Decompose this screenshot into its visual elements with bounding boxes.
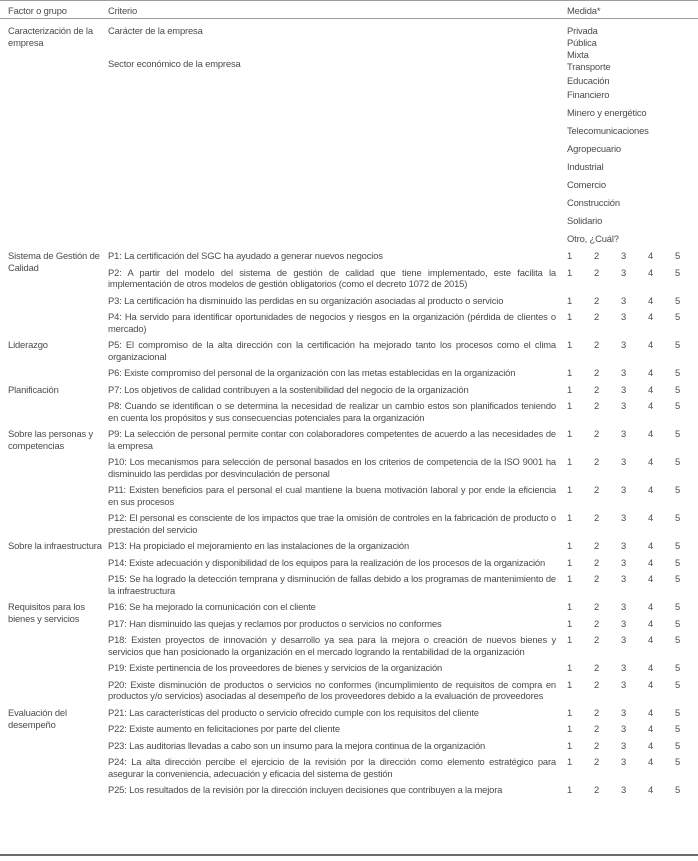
- criterio-text: P19: Existe pertinencia de los proveedores de bienes y servicios de la organización: [108, 662, 443, 673]
- scale-option: 5: [675, 339, 681, 350]
- likert-scale: [565, 512, 698, 535]
- scale-option: 1: [567, 573, 573, 584]
- likert-scale: [565, 456, 698, 479]
- scale-option: 4: [648, 540, 654, 551]
- scale-option: 4: [648, 400, 654, 411]
- factor-label: Sobre la infraestructura: [8, 540, 102, 551]
- criterio-text: P13: Ha propiciado el mejoramiento en las instalaciones de la organización: [108, 540, 410, 551]
- scale-option: 1: [567, 456, 573, 467]
- criterio-text: P3: La certificación ha disminuido las perdidas en su organización asociadas al producto o servicio: [108, 294, 504, 306]
- criterio-text: P18: Existen proyectos de innovación y desarrollo ya sea para la mejora o creación de nuevos bienes y servicios que han posicionado la organización en el mercado logrando la rentabilidad de la organización: [108, 634, 556, 657]
- header-criterio: Criterio: [108, 5, 138, 16]
- scale-option: 4: [648, 339, 654, 350]
- scale-option: 2: [594, 678, 600, 690]
- scale-option: 1: [567, 294, 573, 306]
- likert-scale: [565, 679, 698, 702]
- question-row: [108, 339, 698, 362]
- question-row: [108, 723, 698, 735]
- likert-scale: [565, 784, 698, 796]
- scale-option: 1: [567, 383, 573, 395]
- header-medida: Medida*: [567, 5, 601, 16]
- medida-option: Pública: [567, 37, 597, 48]
- criterio-text: P7: Los objetivos de calidad contribuyen a la sostenibilidad del negocio de la organización: [108, 383, 469, 395]
- scale-option: 4: [648, 784, 654, 795]
- scale-option: 2: [594, 428, 600, 439]
- likert-scale: [565, 311, 698, 334]
- scale-option: 1: [567, 400, 573, 411]
- factor-label: Liderazgo: [8, 339, 48, 350]
- question-row: [108, 311, 698, 334]
- scale-option: 3: [621, 662, 627, 673]
- medida-option: Otro, ¿Cuál?: [567, 233, 619, 244]
- question-row: [108, 756, 698, 779]
- scale-option: 4: [648, 556, 654, 568]
- question-row: [108, 707, 698, 719]
- scale-option: 5: [675, 678, 681, 690]
- scale-option: 1: [567, 601, 573, 612]
- scale-option: 5: [675, 294, 681, 306]
- likert-scale: [565, 384, 698, 396]
- criterio-text: P24: La alta dirección percibe el ejercicio de la revisión por la dirección como elemento estratégico para asegurar la conveniencia, adecuación y eficacia del sistema de gestión: [108, 756, 556, 779]
- scale-option: 5: [675, 573, 681, 584]
- factor-label: Sistema de Gestión de Calidad: [8, 250, 100, 273]
- criterio-text: P2: A partir del modelo del sistema de gestión de calidad que tiene implementado, este facilita la implementación de otros modelos de gestión obligatorios (como el decreto 1072 de 2015): [108, 266, 556, 289]
- scale-option: 4: [648, 456, 654, 467]
- header-factor: Factor o grupo: [8, 5, 67, 16]
- table-body: [0, 19, 698, 801]
- factor-label: Requisitos para los bienes y servicios: [8, 601, 85, 624]
- likert-scale: [565, 662, 698, 674]
- scale-option: 3: [621, 428, 627, 439]
- scale-option: 5: [675, 784, 681, 795]
- scale-option: 1: [567, 367, 573, 378]
- scale-option: 4: [648, 484, 654, 495]
- group-items: [108, 540, 698, 601]
- factor-group-row: [0, 428, 698, 540]
- likert-scale: [565, 723, 698, 735]
- scale-option: 4: [648, 756, 654, 767]
- criterio-text: P8: Cuando se identifican o se determina la necesidad de realizar un cambio estos son planificados teniendo en cuenta los propósitos y sus consecuencias potenciales para la organización: [108, 400, 556, 423]
- criterio-text: P17: Han disminuido las quejas y reclamos por productos o servicios no conformes: [108, 617, 442, 629]
- criterio-text: P6: Existe compromiso del personal de la organización con las metas establecidas en la organización: [108, 367, 516, 378]
- scale-option: 4: [648, 367, 654, 378]
- likert-scale: [565, 756, 698, 779]
- scale-option: 4: [648, 617, 654, 629]
- likert-scale: [565, 367, 698, 379]
- scale-option: 3: [621, 311, 627, 322]
- scale-option: 1: [567, 617, 573, 629]
- question-row: [108, 784, 698, 796]
- scale-option: 5: [675, 266, 681, 278]
- scale-option: 1: [567, 784, 573, 795]
- scale-option: 2: [594, 456, 600, 467]
- scale-option: 5: [675, 723, 681, 734]
- medida-option: Solidario: [567, 215, 603, 226]
- likert-scale: [565, 557, 698, 569]
- group-items: [108, 428, 698, 540]
- question-row: [108, 384, 698, 396]
- scale-option: 5: [675, 400, 681, 411]
- scale-option: 3: [621, 540, 627, 551]
- medida-option: Transporte: [567, 61, 611, 72]
- scale-option: 3: [621, 512, 627, 523]
- scale-option: 4: [648, 706, 654, 718]
- scale-option: 1: [567, 339, 573, 350]
- scale-option: 2: [594, 723, 600, 734]
- scale-option: 3: [621, 556, 627, 568]
- scale-option: 2: [594, 662, 600, 673]
- question-row: [108, 557, 698, 569]
- factor-group-row: [0, 384, 698, 429]
- scale-option: 2: [594, 706, 600, 718]
- scale-option: 5: [675, 367, 681, 378]
- scale-option: 3: [621, 706, 627, 718]
- likert-scale: [565, 707, 698, 719]
- question-row: [108, 250, 698, 262]
- scale-option: 3: [621, 383, 627, 395]
- scale-option: 3: [621, 400, 627, 411]
- scale-option: 1: [567, 512, 573, 523]
- scale-option: 4: [648, 383, 654, 395]
- factor-group-row: [0, 601, 698, 707]
- question-row: [108, 540, 698, 552]
- likert-scale: [565, 484, 698, 507]
- criterio-text: P16: Se ha mejorado la comunicación con el cliente: [108, 601, 316, 612]
- scale-option: 1: [567, 428, 573, 439]
- scale-option: 1: [567, 266, 573, 278]
- scale-option: 5: [675, 484, 681, 495]
- criterio-text: P14: Existe adecuación y disponibilidad de los equipos para la realización de los procesos de la organización: [108, 556, 546, 568]
- scale-option: 3: [621, 367, 627, 378]
- criteria-column: [108, 25, 565, 245]
- scale-option: 1: [567, 706, 573, 718]
- scale-option: 5: [675, 739, 681, 751]
- scale-option: 2: [594, 266, 600, 278]
- group-items: [108, 601, 698, 707]
- criterio-text: P20: Existe disminución de productos o servicios no conformes (incumplimiento de requisitos de compra en productos y/o servicios) asociadas al desempeño de los proveedores debido a la evaluación de proveedores: [108, 678, 556, 701]
- scale-option: 4: [648, 634, 654, 645]
- scale-option: 1: [567, 723, 573, 734]
- scale-option: 3: [621, 294, 627, 306]
- criterio-text: P23: Las auditorias llevadas a cabo son un insumo para la mejora continua de la organización: [108, 739, 486, 751]
- scale-option: 1: [567, 311, 573, 322]
- factor-label: Caracterización de la empresa: [8, 25, 93, 48]
- question-row: [108, 601, 698, 613]
- table-bottom-rule: [0, 854, 698, 856]
- scale-option: 5: [675, 311, 681, 322]
- scale-option: 3: [621, 756, 627, 767]
- criterio-text: P10: Los mecanismos para selección de personal basados en los criterios de competencia de la ISO 9001 ha disminuido las perdidas por desvinculación de personal: [108, 456, 556, 479]
- scale-option: 3: [621, 617, 627, 629]
- medida-option: Construcción: [567, 197, 620, 208]
- factor-group-row: [0, 707, 698, 801]
- likert-scale: [565, 295, 698, 307]
- question-row: [108, 618, 698, 630]
- likert-scale: [565, 267, 698, 290]
- scale-option: 2: [594, 634, 600, 645]
- scale-option: 1: [567, 556, 573, 568]
- scale-option: 2: [594, 400, 600, 411]
- scale-option: 2: [594, 739, 600, 751]
- question-row: [108, 573, 698, 596]
- criterio-text: P11: Existen beneficios para el personal el cual mantiene la buena motivación laboral y por ende la eficiencia en sus procesos: [108, 484, 556, 507]
- scale-option: 3: [621, 456, 627, 467]
- likert-scale: [565, 573, 698, 596]
- likert-scale: [565, 618, 698, 630]
- factor-group-row: [0, 540, 698, 601]
- scale-option: 2: [594, 484, 600, 495]
- question-row: [108, 400, 698, 423]
- scale-option: 4: [648, 723, 654, 734]
- scale-option: 2: [594, 294, 600, 306]
- scale-option: 5: [675, 428, 681, 439]
- criterio-text: P12: El personal es consciente de los impactos que trae la omisión de controles en la fabricación de producto o prestación del servicio: [108, 512, 556, 535]
- scale-option: 5: [675, 617, 681, 629]
- scale-option: 3: [621, 784, 627, 795]
- factor-group-row: [0, 25, 698, 250]
- question-row: [108, 456, 698, 479]
- criterio-text: P15: Se ha logrado la detección temprana y disminución de fallas debido a los programas de mantenimiento de la infraestructura: [108, 573, 556, 596]
- scale-option: 1: [567, 250, 573, 261]
- group-items: [108, 707, 698, 801]
- scale-option: 2: [594, 339, 600, 350]
- criterio-text: Carácter de la empresa: [108, 25, 203, 36]
- question-row: [108, 295, 698, 307]
- scale-option: 2: [594, 311, 600, 322]
- scale-option: 1: [567, 739, 573, 751]
- scale-option: 5: [675, 540, 681, 551]
- criterio-text: P25: Los resultados de la revisión por la dirección incluyen decisiones que contribuyen a la mejora: [108, 784, 503, 795]
- medida-option: Telecomunicaciones: [567, 125, 649, 136]
- question-row: [108, 428, 698, 451]
- scale-option: 4: [648, 512, 654, 523]
- scale-option: 4: [648, 311, 654, 322]
- medida-option: Educación: [567, 75, 610, 86]
- question-row: [108, 679, 698, 702]
- scale-option: 3: [621, 484, 627, 495]
- medida-options-list: [565, 25, 698, 245]
- factor-label: Evaluación del desempeño: [8, 706, 67, 730]
- scale-option: 1: [567, 678, 573, 690]
- scale-option: 4: [648, 250, 654, 261]
- factor-label: Planificación: [8, 383, 59, 395]
- scale-option: 4: [648, 678, 654, 690]
- scale-option: 4: [648, 739, 654, 751]
- scale-option: 5: [675, 512, 681, 523]
- factor-group-row: [0, 339, 698, 384]
- likert-scale: [565, 740, 698, 752]
- scale-option: 3: [621, 573, 627, 584]
- scale-option: 2: [594, 556, 600, 568]
- question-row: [108, 740, 698, 752]
- criterio-text: P9: La selección de personal permite contar con colaboradores competentes de acuerdo a las necesidades de la empresa: [108, 428, 556, 451]
- scale-option: 3: [621, 634, 627, 645]
- scale-option: 5: [675, 756, 681, 767]
- criterio-text: Sector económico de la empresa: [108, 58, 241, 69]
- likert-scale: [565, 428, 698, 451]
- question-row: [108, 267, 698, 290]
- scale-option: 2: [594, 367, 600, 378]
- medida-option: Minero y energético: [567, 107, 647, 118]
- scale-option: 3: [621, 266, 627, 278]
- medida-option: Comercio: [567, 179, 606, 190]
- scale-option: 2: [594, 756, 600, 767]
- criterio-text: P21: Las características del producto o servicio ofrecido cumple con los requisitos del cliente: [108, 706, 479, 718]
- medida-option: Industrial: [567, 161, 604, 172]
- criterio-text: P5: El compromiso de la alta dirección con la certificación ha mejorado tanto los procesos como el clima organizacional: [108, 339, 556, 362]
- likert-scale: [565, 339, 698, 362]
- characterization-row: [108, 25, 698, 245]
- scale-option: 4: [648, 428, 654, 439]
- scale-option: 1: [567, 662, 573, 673]
- scale-option: 4: [648, 294, 654, 306]
- likert-scale: [565, 400, 698, 423]
- scale-option: 2: [594, 512, 600, 523]
- scale-option: 3: [621, 723, 627, 734]
- likert-scale: [565, 601, 698, 613]
- scale-option: 3: [621, 601, 627, 612]
- likert-scale: [565, 250, 698, 262]
- question-row: [108, 512, 698, 535]
- scale-option: 4: [648, 601, 654, 612]
- factor-group-row: [0, 250, 698, 339]
- scale-option: 2: [594, 573, 600, 584]
- scale-option: 5: [675, 634, 681, 645]
- likert-scale: [565, 540, 698, 552]
- question-row: [108, 662, 698, 674]
- scale-option: 4: [648, 573, 654, 584]
- medida-option: Privada: [567, 25, 598, 36]
- scale-option: 2: [594, 250, 600, 261]
- scale-option: 3: [621, 678, 627, 690]
- scale-option: 4: [648, 662, 654, 673]
- question-row: [108, 367, 698, 379]
- medida-option: Mixta: [567, 49, 589, 60]
- scale-option: 3: [621, 739, 627, 751]
- likert-scale: [565, 634, 698, 657]
- scale-option: 3: [621, 339, 627, 350]
- scale-option: 2: [594, 540, 600, 551]
- group-items: [108, 339, 698, 384]
- scale-option: 2: [594, 383, 600, 395]
- scale-option: 1: [567, 756, 573, 767]
- medida-option: Financiero: [567, 89, 610, 100]
- question-row: [108, 484, 698, 507]
- scale-option: 1: [567, 634, 573, 645]
- scale-option: 5: [675, 456, 681, 467]
- medida-option: Agropecuario: [567, 143, 621, 154]
- scale-option: 1: [567, 484, 573, 495]
- scale-option: 5: [675, 250, 681, 261]
- group-items: [108, 250, 698, 339]
- group-items: [108, 25, 698, 250]
- group-items: [108, 384, 698, 429]
- scale-option: 5: [675, 601, 681, 612]
- scale-option: 1: [567, 540, 573, 551]
- criterio-text: P1: La certificación del SGC ha ayudado a generar nuevos negocios: [108, 250, 383, 261]
- table-header-row: [0, 0, 698, 19]
- scale-option: 3: [621, 250, 627, 261]
- scale-option: 2: [594, 617, 600, 629]
- scale-option: 5: [675, 706, 681, 718]
- question-row: [108, 634, 698, 657]
- criterio-text: P4: Ha servido para identificar oportunidades de negocios y riesgos en la organización (pérdida de clientes o mercado): [108, 311, 556, 334]
- scale-option: 4: [648, 266, 654, 278]
- scale-option: 5: [675, 383, 681, 395]
- factor-label: Sobre las personas y competencias: [8, 428, 94, 451]
- scale-option: 2: [594, 784, 600, 795]
- scale-option: 5: [675, 556, 681, 568]
- criterio-text: P22: Existe aumento en felicitaciones por parte del cliente: [108, 723, 340, 734]
- scale-option: 5: [675, 662, 681, 673]
- scale-option: 2: [594, 601, 600, 612]
